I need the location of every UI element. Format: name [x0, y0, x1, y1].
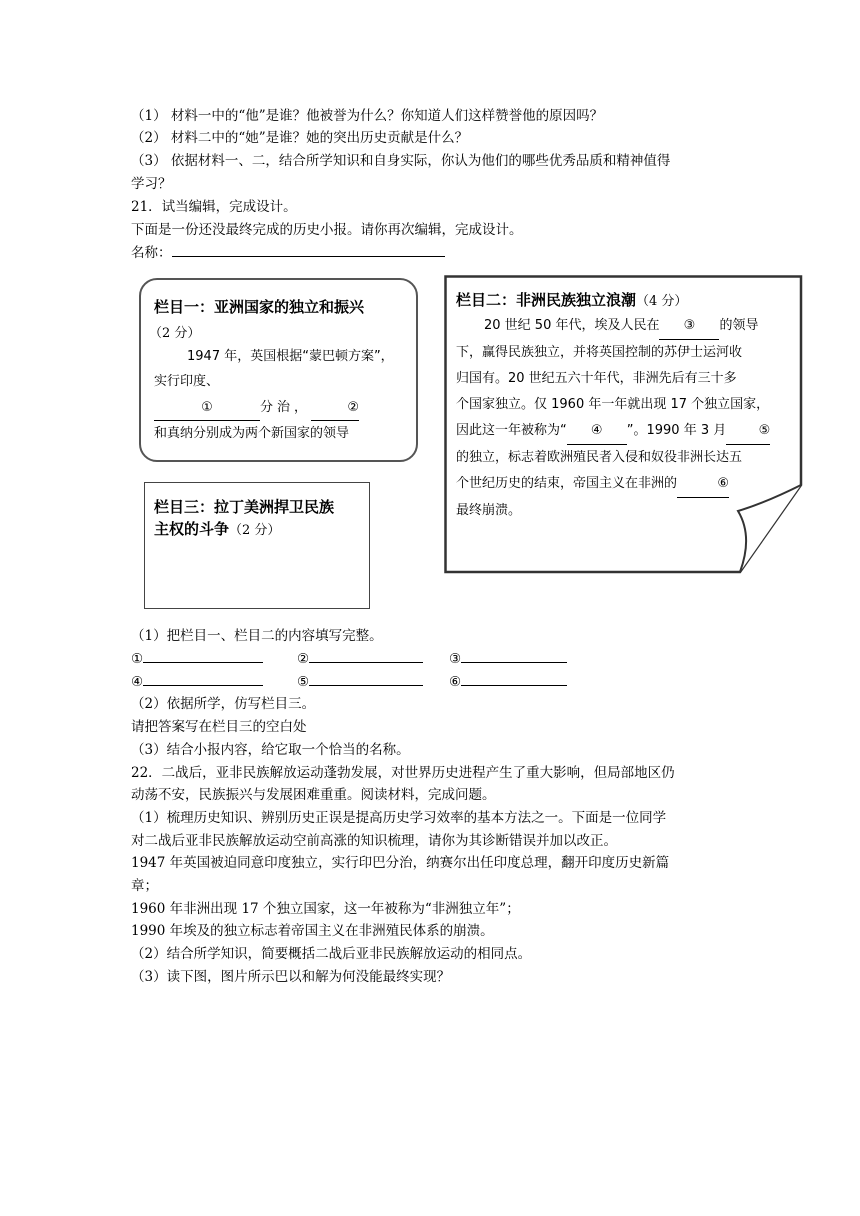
question-line: （3） 依据材料一、二，结合所学知识和自身实际，你认为他们的哪些优秀品质和精神值得: [131, 153, 671, 169]
blank-mark-2: ②: [347, 400, 360, 415]
column-three-title: 主权的斗争: [154, 520, 230, 538]
answer-6[interactable]: [449, 671, 567, 692]
blank-mark-5: ⑤: [758, 423, 771, 438]
column-one-score: （2 分）: [149, 326, 201, 341]
answer-mark: ③: [449, 651, 462, 667]
question-line: 1947 年英国被迫同意印度独立，实行印巴分治，纳赛尔出任印度总理，翻开印度历史新篇: [131, 855, 670, 871]
question-line: 1960 年非洲出现 17 个独立国家，这一年被称为“非洲独立年”；: [131, 901, 520, 917]
question-heading: 22．二战后，亚非民族解放运动蓬勃发展，对世界历史进程产生了重大影响，但局部地区仍: [131, 765, 675, 781]
question-line: 章；: [131, 878, 158, 894]
name-label: 名称：: [131, 245, 172, 261]
column-one-text: 实行印度、: [154, 374, 220, 389]
answer-mark: ②: [297, 651, 310, 667]
question-heading: 21．试当编辑，完成设计。: [131, 199, 297, 215]
text: ”。1990 年 3 月: [626, 423, 727, 438]
name-blank[interactable]: [172, 242, 445, 257]
question-line: 1990 年埃及的独立标志着帝国主义在非洲殖民体系的崩溃。: [131, 923, 494, 939]
text: 个国家独立。仅 1960 年一年就出现 17 个独立国家，: [456, 397, 770, 412]
column-one-text: 分治，: [260, 400, 312, 415]
text: 个世纪历史的结束，帝国主义在非洲的: [456, 476, 678, 491]
text: 的独立，标志着欧洲殖民者入侵和奴役非洲长达五: [456, 450, 743, 465]
question-line: （1）梳理历史知识、辨别历史正误是提高历史学习效率的基本方法之一。下面是一位同学: [131, 810, 667, 826]
column-two-heading: [456, 289, 687, 310]
answer-1[interactable]: [131, 648, 263, 669]
question-line: （3）读下图，图片所示巴以和解为何没能最终实现？: [131, 969, 451, 985]
blank-mark-4: ④: [590, 423, 603, 438]
column-one-text: 和真纳分别成为两个新国家的领导: [154, 426, 350, 441]
question-line: （2）结合所学知识，简要概括二战后亚非民族解放运动的相同点。: [131, 946, 532, 962]
column-three-box[interactable]: [144, 482, 370, 609]
text: 最终崩溃。: [456, 503, 522, 518]
question-line: （2）依据所学，仿写栏目三。: [131, 696, 316, 712]
answer-mark: ⑤: [297, 674, 310, 690]
name-line: [131, 242, 445, 263]
column-one-text: 1947 年，英国根据“蒙巴顿方案”，: [187, 349, 394, 364]
question-line: 对二战后亚非民族解放运动空前高涨的知识梳理，请你为其诊断错误并加以改正。: [131, 833, 617, 849]
column-one-blanks: [154, 395, 359, 421]
answer-mark: ①: [131, 651, 144, 667]
text: 20 世纪 50 年代，埃及人民在: [484, 318, 660, 333]
blank-mark-6: ⑥: [717, 476, 730, 491]
column-two-score: （4 分）: [636, 294, 688, 309]
question-line: （3）结合小报内容，给它取一个恰当的名称。: [131, 742, 410, 758]
text: 下，赢得民族独立，并将英国控制的苏伊士运河收: [456, 345, 743, 360]
answer-3[interactable]: [449, 648, 567, 669]
blank-mark-1: ①: [201, 400, 213, 415]
column-one-box: [139, 278, 418, 462]
question-line: （1）把栏目一、栏目二的内容填写完整。: [131, 628, 383, 644]
column-three-title: 栏目三：拉丁美洲捍卫民族: [154, 498, 335, 516]
blank-mark-3: ③: [683, 318, 696, 333]
instruction-line: 下面是一份还没最终完成的历史小报。请你再次编辑，完成设计。: [131, 222, 523, 238]
question-line: （1） 材料一中的“他”是谁？他被誉为什么？你知道人们这样赞誉他的原因吗？: [131, 108, 604, 124]
text: 的领导: [719, 318, 759, 333]
column-two-text: [456, 313, 796, 524]
text: 归国有。20 世纪五六十年代，非洲先后有三十多: [456, 371, 737, 386]
question-line: （2） 材料二中的“她”是谁？她的突出历史贡献是什么？: [131, 130, 469, 146]
question-line: 学习？: [131, 176, 172, 192]
answer-mark: ④: [131, 674, 144, 690]
question-line: 动荡不安，民族振兴与发展困难重重。阅读材料，完成问题。: [131, 787, 496, 803]
answer-4[interactable]: [131, 671, 263, 692]
text: 因此这一年被称为“: [456, 423, 567, 438]
column-two-title: 栏目二：非洲民族独立浪潮: [456, 291, 637, 309]
answer-mark: ⑥: [449, 674, 462, 690]
answer-2[interactable]: [297, 648, 423, 669]
question-line: 请把答案写在栏目三的空白处: [131, 719, 307, 735]
column-three-score: （2 分）: [229, 523, 281, 538]
answer-5[interactable]: [297, 671, 423, 692]
column-one-title: 栏目一：亚洲国家的独立和振兴: [154, 298, 365, 316]
